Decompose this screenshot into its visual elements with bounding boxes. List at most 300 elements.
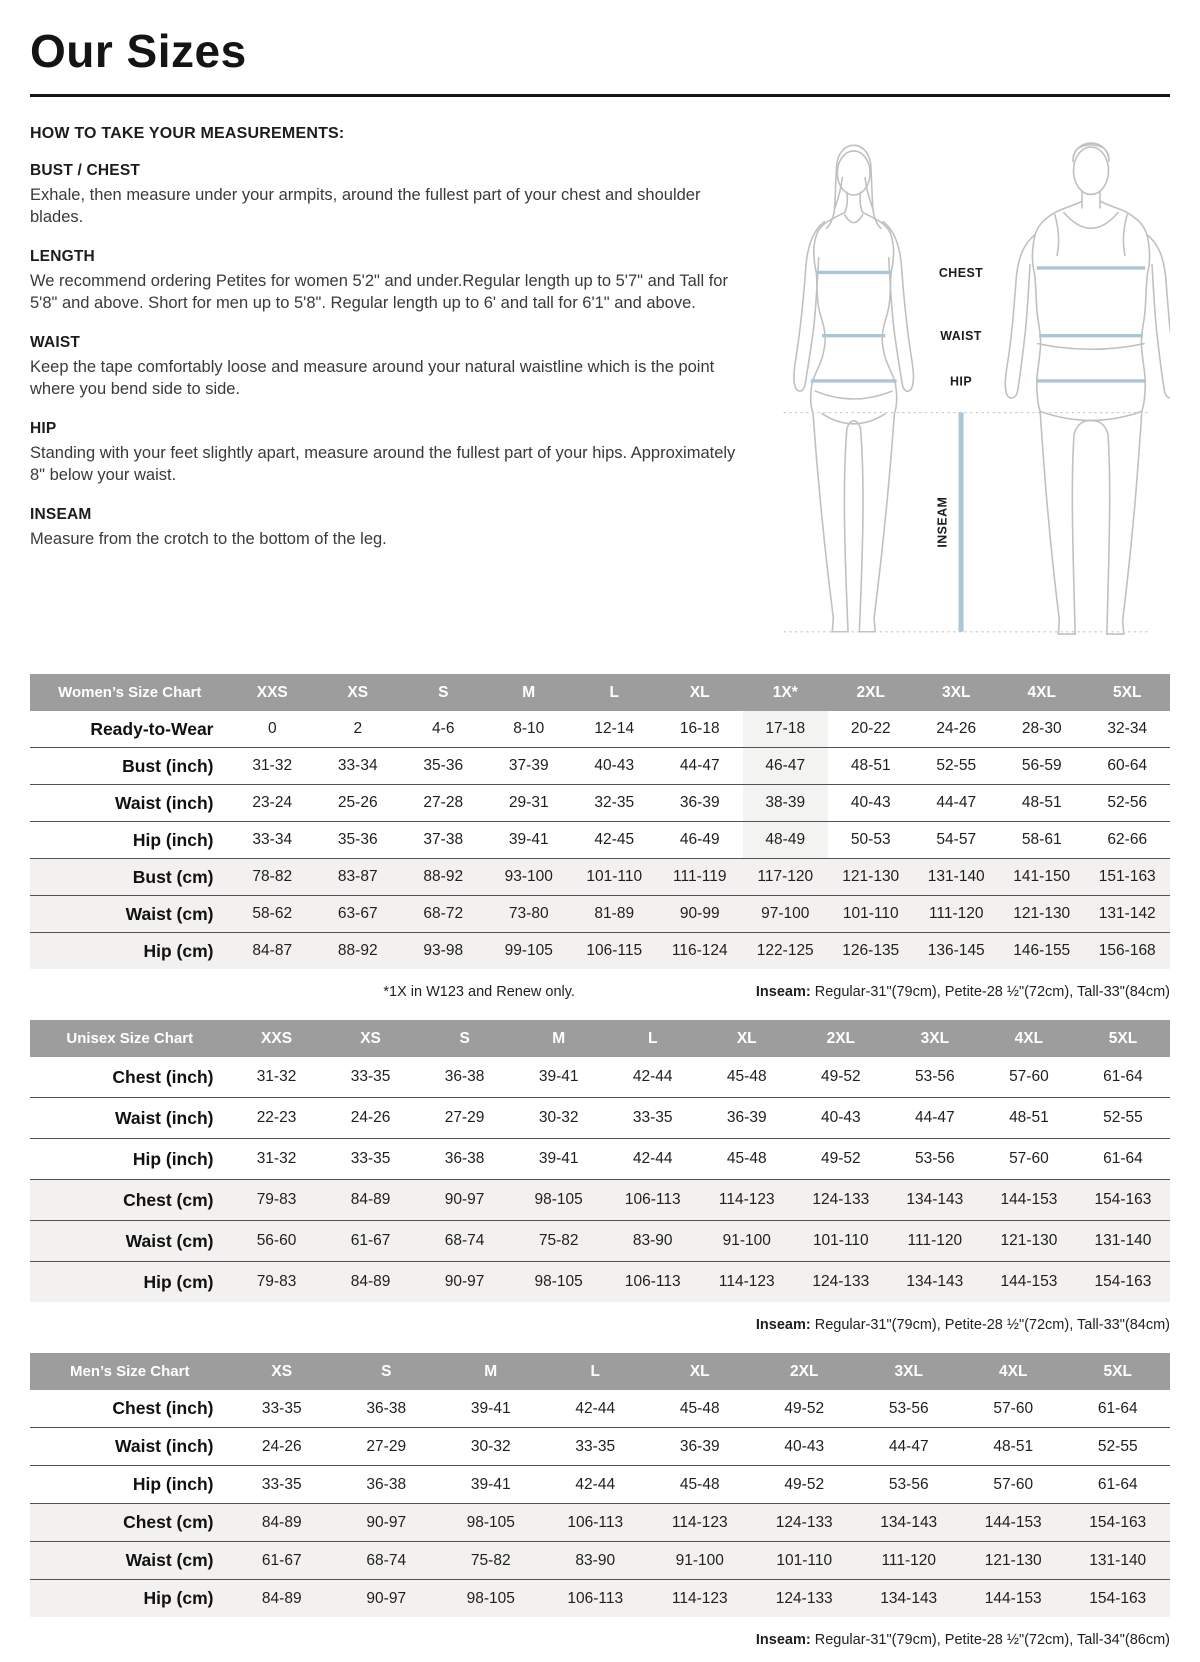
size-cell: 61-67 — [230, 1542, 335, 1580]
size-cell: 57-60 — [993, 1475, 1034, 1493]
size-column-header: 2XL — [828, 674, 914, 711]
size-cell: 83-87 — [315, 859, 401, 896]
size-cell: 33-34 — [337, 757, 378, 775]
size-cell: 126-135 — [828, 933, 914, 970]
size-cell: 40-43 — [850, 794, 891, 812]
table-row — [30, 1221, 1170, 1262]
measurements-heading: HOW TO TAKE YOUR MEASUREMENTS: — [30, 125, 345, 142]
size-cell: 111-120 — [857, 1542, 962, 1580]
size-cell: 2 — [353, 720, 363, 738]
size-column-header: XS — [324, 1020, 418, 1057]
size-cell: 83-90 — [606, 1221, 700, 1262]
size-cell: 144-153 — [982, 1262, 1076, 1303]
size-cell: 131-140 — [1076, 1221, 1170, 1262]
size-cell: 57-60 — [1009, 1150, 1049, 1168]
size-cell: 48-49 — [743, 822, 829, 859]
size-column-header: M — [486, 674, 572, 711]
size-cell: 39-41 — [508, 831, 549, 849]
size-cell: 91-100 — [700, 1221, 794, 1262]
size-cell: 33-34 — [252, 831, 293, 849]
size-cell: 84-89 — [324, 1262, 418, 1303]
table-title: Women’s Size Chart — [30, 674, 230, 711]
size-cell: 22-23 — [256, 1109, 297, 1127]
size-cell: 116-124 — [657, 933, 743, 970]
size-column-header: XL — [700, 1020, 794, 1057]
size-cell: 42-45 — [594, 831, 635, 849]
page-title: Our Sizes — [30, 25, 247, 77]
size-cell: 106-113 — [543, 1504, 648, 1542]
size-cell: 122-125 — [743, 933, 829, 970]
size-column-header: 5XL — [1085, 674, 1171, 711]
size-cell: 61-64 — [1097, 1399, 1138, 1417]
row-label: Chest (inch) — [112, 1066, 214, 1087]
size-cell: 146-155 — [999, 933, 1085, 970]
size-cell: 121-130 — [982, 1221, 1076, 1262]
size-cell: 25-26 — [337, 794, 378, 812]
womens-inseam-note — [756, 984, 1170, 1000]
size-cell: 36-38 — [444, 1068, 485, 1086]
size-cell: 24-26 — [261, 1437, 302, 1455]
size-cell: 33-35 — [575, 1437, 616, 1455]
table-row — [30, 785, 1170, 822]
size-cell: 111-120 — [914, 896, 1000, 933]
size-cell: 90-97 — [334, 1580, 439, 1618]
size-cell: 49-52 — [820, 1150, 861, 1168]
size-cell: 39-41 — [470, 1399, 511, 1417]
row-label: Chest (cm) — [30, 1504, 230, 1542]
size-column-header: 5XL — [1076, 1020, 1170, 1057]
size-cell: 30-32 — [538, 1109, 579, 1127]
size-column-header: L — [543, 1353, 648, 1390]
size-cell: 44-47 — [679, 757, 720, 775]
size-cell: 20-22 — [850, 720, 891, 738]
size-cell: 60-64 — [1107, 757, 1148, 775]
size-cell: 141-150 — [999, 859, 1085, 896]
size-cell: 97-100 — [743, 896, 829, 933]
size-cell: 114-123 — [700, 1262, 794, 1303]
size-column-header: XXS — [230, 674, 316, 711]
inseam-note-text: Regular-31"(79cm), Petite-28 ½"(72cm), Tall-34"(86cm) — [810, 1632, 1170, 1649]
size-column-header: 3XL — [888, 1020, 982, 1057]
size-cell: 39-41 — [538, 1068, 579, 1086]
size-cell: 0 — [267, 720, 277, 738]
size-cell: 144-153 — [961, 1580, 1066, 1618]
section-title: INSEAM — [30, 505, 92, 523]
size-column-header: 5XL — [1066, 1353, 1171, 1390]
size-cell: 31-32 — [256, 1068, 297, 1086]
size-cell: 84-89 — [324, 1180, 418, 1221]
inseam-note-label: Inseam: — [755, 984, 811, 1001]
size-cell: 16-18 — [679, 720, 720, 738]
size-cell: 33-35 — [261, 1475, 302, 1493]
table-row — [30, 1057, 1170, 1098]
size-cell: 45-48 — [679, 1475, 720, 1493]
size-cell: 40-43 — [820, 1109, 861, 1127]
size-cell: 154-163 — [1066, 1580, 1171, 1618]
size-cell: 33-35 — [350, 1150, 391, 1168]
size-cell: 35-36 — [423, 757, 464, 775]
row-label: Hip (inch) — [132, 1474, 214, 1495]
table-row — [30, 1139, 1170, 1180]
row-label: Waist (inch) — [114, 1107, 214, 1128]
measurement-diagram — [742, 121, 1170, 652]
size-cell: 42-44 — [575, 1475, 616, 1493]
size-cell: 156-168 — [1085, 933, 1171, 970]
size-cell: 57-60 — [1009, 1068, 1049, 1086]
row-label: Hip (inch) — [132, 1148, 214, 1169]
size-cell: 144-153 — [982, 1180, 1076, 1221]
size-cell: 45-48 — [679, 1399, 720, 1417]
table-header-row — [30, 1020, 1170, 1057]
size-cell: 45-48 — [726, 1068, 767, 1086]
size-cell: 124-133 — [794, 1262, 888, 1303]
table-row — [30, 859, 1170, 896]
size-cell: 101-110 — [794, 1221, 888, 1262]
size-cell: 84-87 — [230, 933, 316, 970]
size-cell: 131-140 — [1066, 1542, 1171, 1580]
row-label: Chest (cm) — [30, 1180, 230, 1221]
size-cell: 154-163 — [1076, 1180, 1170, 1221]
waist-label: WAIST — [940, 329, 982, 344]
size-cell: 53-56 — [888, 1475, 929, 1493]
row-label: Bust (inch) — [122, 755, 214, 776]
table-row — [30, 896, 1170, 933]
size-cell: 88-92 — [401, 859, 487, 896]
size-cell: 58-61 — [1021, 831, 1062, 849]
size-cell: 23-24 — [252, 794, 293, 812]
size-cell: 83-90 — [543, 1542, 648, 1580]
inseam-note-text: Regular-31"(79cm), Petite-28 ½"(72cm), Tall-33"(84cm) — [810, 1317, 1170, 1334]
size-cell: 17-18 — [743, 711, 829, 748]
size-cell: 56-59 — [1021, 757, 1062, 775]
section-body: Standing with your feet slightly apart, measure around the fullest part of your hips. Approximately 8" below your waist. — [30, 443, 736, 484]
row-label: Hip (cm) — [30, 933, 230, 970]
table-title: Unisex Size Chart — [30, 1020, 230, 1057]
size-cell: 44-47 — [888, 1437, 929, 1455]
table-row — [30, 1262, 1170, 1303]
size-cell: 134-143 — [857, 1580, 962, 1618]
size-column-header: 2XL — [752, 1353, 857, 1390]
size-cell: 33-35 — [632, 1109, 673, 1127]
size-cell: 131-140 — [914, 859, 1000, 896]
size-cell: 48-51 — [993, 1437, 1034, 1455]
size-cell: 28-30 — [1021, 720, 1062, 738]
size-cell: 154-163 — [1076, 1262, 1170, 1303]
man-figure — [1005, 143, 1170, 634]
size-cell: 53-56 — [915, 1068, 955, 1086]
size-column-header: S — [401, 674, 487, 711]
size-column-header: 4XL — [999, 674, 1085, 711]
size-cell: 114-123 — [700, 1180, 794, 1221]
size-cell: 68-74 — [334, 1542, 439, 1580]
size-cell: 49-52 — [784, 1399, 825, 1417]
title-divider — [30, 94, 1170, 97]
size-cell: 48-51 — [1009, 1109, 1049, 1127]
size-cell: 49-52 — [784, 1475, 825, 1493]
size-cell: 111-120 — [888, 1221, 982, 1262]
size-cell: 36-38 — [444, 1150, 485, 1168]
size-column-header: 4XL — [982, 1020, 1076, 1057]
size-cell: 78-82 — [230, 859, 316, 896]
size-column-header: L — [572, 674, 658, 711]
size-cell: 39-41 — [470, 1475, 511, 1493]
size-cell: 52-55 — [936, 757, 977, 775]
table-row — [30, 1390, 1170, 1428]
size-cell: 124-133 — [752, 1504, 857, 1542]
section-body: We recommend ordering Petites for women 5'2" and under.Regular length up to 5'7" and Tall for 5'8" and above. Short for men up to 5'8". Regular length up to 6' and tall for 6'1" and above. — [30, 271, 728, 312]
size-cell: 53-56 — [888, 1399, 929, 1417]
size-cell: 124-133 — [752, 1580, 857, 1618]
row-label: Waist (cm) — [30, 896, 230, 933]
size-cell: 36-39 — [726, 1109, 767, 1127]
size-cell: 61-64 — [1103, 1150, 1143, 1168]
size-cell: 37-39 — [508, 757, 549, 775]
row-label: Waist (inch) — [114, 1436, 214, 1457]
size-cell: 131-142 — [1085, 896, 1171, 933]
section-title: BUST / CHEST — [30, 162, 141, 179]
unisex-inseam-note — [756, 1317, 1170, 1333]
section-title: WAIST — [30, 333, 81, 351]
size-cell: 27-28 — [423, 794, 464, 812]
size-cell: 42-44 — [632, 1150, 673, 1168]
1x-footnote: *1X in W123 and Renew only. — [383, 984, 575, 1001]
table-row — [30, 933, 1170, 970]
size-cell: 134-143 — [857, 1504, 962, 1542]
size-cell: 93-100 — [486, 859, 572, 896]
size-cell: 84-89 — [230, 1504, 335, 1542]
table-row — [30, 1580, 1170, 1618]
size-cell: 114-123 — [648, 1580, 753, 1618]
size-cell: 136-145 — [914, 933, 1000, 970]
size-cell: 61-64 — [1103, 1068, 1143, 1086]
instruction-section — [30, 506, 742, 551]
size-cell: 31-32 — [252, 757, 293, 775]
hip-label: HIP — [949, 374, 972, 389]
size-cell: 31-32 — [256, 1150, 297, 1168]
instruction-section — [30, 420, 742, 487]
size-cell: 134-143 — [888, 1262, 982, 1303]
size-cell: 106-113 — [606, 1262, 700, 1303]
row-label: Hip (cm) — [30, 1580, 230, 1618]
size-cell: 29-31 — [508, 794, 549, 812]
size-cell: 44-47 — [915, 1109, 955, 1127]
size-cell: 68-74 — [418, 1221, 512, 1262]
size-cell: 111-119 — [657, 859, 743, 896]
row-label: Hip (inch) — [132, 829, 214, 850]
size-column-header: S — [418, 1020, 512, 1057]
size-cell: 42-44 — [575, 1399, 616, 1417]
size-cell: 54-57 — [936, 831, 977, 849]
size-cell: 4-6 — [432, 720, 455, 738]
section-body: Keep the tape comfortably loose and measure around your natural waistline which is the point where you bend side to side. — [30, 357, 715, 398]
size-cell: 40-43 — [784, 1437, 825, 1455]
size-cell: 36-38 — [366, 1475, 407, 1493]
size-column-header: M — [512, 1020, 606, 1057]
size-column-header: 3XL — [857, 1353, 962, 1390]
size-cell: 101-110 — [752, 1542, 857, 1580]
table-header-row — [30, 674, 1170, 711]
size-cell: 30-32 — [470, 1437, 511, 1455]
size-cell: 121-130 — [828, 859, 914, 896]
instruction-section — [30, 162, 742, 229]
row-label: Waist (cm) — [30, 1221, 230, 1262]
row-label: Bust (cm) — [30, 859, 230, 896]
size-cell: 32-34 — [1107, 720, 1148, 738]
row-label: Waist (inch) — [114, 792, 214, 813]
table-row — [30, 822, 1170, 859]
womens-size-chart-table — [30, 674, 1170, 969]
size-cell: 36-38 — [366, 1399, 407, 1417]
size-cell: 106-115 — [572, 933, 658, 970]
size-cell: 42-44 — [632, 1068, 673, 1086]
size-cell: 101-110 — [828, 896, 914, 933]
size-cell: 144-153 — [961, 1504, 1066, 1542]
size-cell: 151-163 — [1085, 859, 1171, 896]
size-cell: 99-105 — [486, 933, 572, 970]
instruction-section — [30, 248, 742, 315]
size-cell: 75-82 — [512, 1221, 606, 1262]
size-column-header: XS — [230, 1353, 335, 1390]
size-column-header: S — [334, 1353, 439, 1390]
mens-table-footnotes — [30, 1632, 1170, 1648]
size-cell: 45-48 — [726, 1150, 767, 1168]
size-cell: 33-35 — [261, 1399, 302, 1417]
size-column-header: M — [439, 1353, 544, 1390]
section-title: HIP — [30, 419, 57, 437]
size-cell: 56-60 — [230, 1221, 324, 1262]
size-cell: 98-105 — [439, 1580, 544, 1618]
size-cell: 90-97 — [418, 1262, 512, 1303]
chest-label: CHEST — [938, 265, 984, 280]
table-row — [30, 1504, 1170, 1542]
instruction-section — [30, 334, 742, 401]
size-cell: 73-80 — [486, 896, 572, 933]
size-cell: 84-89 — [230, 1580, 335, 1618]
row-label: Waist (cm) — [30, 1542, 230, 1580]
size-column-header: 3XL — [914, 674, 1000, 711]
size-cell: 90-99 — [657, 896, 743, 933]
size-cell: 117-120 — [743, 859, 829, 896]
size-cell: 121-130 — [999, 896, 1085, 933]
row-label: Hip (cm) — [30, 1262, 230, 1303]
size-column-header: L — [606, 1020, 700, 1057]
size-cell: 75-82 — [439, 1542, 544, 1580]
size-cell: 154-163 — [1066, 1504, 1171, 1542]
size-cell: 44-47 — [936, 794, 977, 812]
size-cell: 46-49 — [679, 831, 720, 849]
size-cell: 61-64 — [1097, 1475, 1138, 1493]
size-cell: 52-56 — [1107, 794, 1148, 812]
size-cell: 27-29 — [366, 1437, 407, 1455]
section-body: Measure from the crotch to the bottom of the leg. — [30, 529, 387, 548]
womens-table-footnotes — [30, 984, 1170, 1000]
size-cell: 106-113 — [543, 1580, 648, 1618]
table-row — [30, 1542, 1170, 1580]
size-cell: 106-113 — [606, 1180, 700, 1221]
size-cell: 40-43 — [594, 757, 635, 775]
size-column-header: 1X* — [743, 674, 829, 711]
size-cell: 98-105 — [439, 1504, 544, 1542]
inseam-note-label: Inseam: — [755, 1632, 811, 1649]
mens-inseam-note — [756, 1632, 1170, 1648]
size-cell: 35-36 — [337, 831, 378, 849]
size-cell: 79-83 — [230, 1180, 324, 1221]
table-row — [30, 711, 1170, 748]
size-cell: 121-130 — [961, 1542, 1066, 1580]
size-column-header: XXS — [230, 1020, 324, 1057]
size-cell: 50-53 — [850, 831, 891, 849]
inseam-note-text: Regular-31"(79cm), Petite-28 ½"(72cm), Tall-33"(84cm) — [810, 984, 1170, 1001]
row-label: Chest (inch) — [112, 1398, 214, 1419]
size-cell: 58-62 — [230, 896, 316, 933]
size-cell: 68-72 — [401, 896, 487, 933]
size-cell: 8-10 — [513, 720, 545, 738]
size-column-header: XL — [657, 674, 743, 711]
size-column-header: 2XL — [794, 1020, 888, 1057]
size-cell: 90-97 — [418, 1180, 512, 1221]
unisex-size-chart-table — [30, 1020, 1170, 1302]
top-section — [30, 121, 1170, 652]
table-row — [30, 1428, 1170, 1466]
table-row — [30, 1466, 1170, 1504]
size-cell: 49-52 — [820, 1068, 861, 1086]
size-cell: 63-67 — [315, 896, 401, 933]
size-cell: 124-133 — [794, 1180, 888, 1221]
size-cell: 81-89 — [572, 896, 658, 933]
size-cell: 37-38 — [423, 831, 464, 849]
size-cell: 88-92 — [315, 933, 401, 970]
size-cell: 38-39 — [743, 785, 829, 822]
measurement-instructions — [30, 121, 742, 652]
size-cell: 62-66 — [1107, 831, 1148, 849]
size-cell: 39-41 — [538, 1150, 579, 1168]
table-row — [30, 1180, 1170, 1221]
size-cell: 134-143 — [888, 1180, 982, 1221]
size-cell: 36-39 — [679, 1437, 720, 1455]
size-cell: 57-60 — [993, 1399, 1034, 1417]
size-cell: 46-47 — [743, 748, 829, 785]
size-cell: 24-26 — [936, 720, 977, 738]
section-body: Exhale, then measure under your armpits, around the fullest part of your chest and shoulder blades. — [30, 186, 701, 226]
row-label: Ready-to-Wear — [90, 718, 214, 739]
table-title: Men’s Size Chart — [30, 1353, 230, 1390]
woman-figure — [794, 145, 914, 631]
size-cell: 114-123 — [648, 1504, 753, 1542]
size-cell: 12-14 — [594, 720, 635, 738]
size-cell: 33-35 — [350, 1068, 391, 1086]
size-cell: 98-105 — [512, 1262, 606, 1303]
size-column-header: XS — [315, 674, 401, 711]
inseam-note-label: Inseam: — [755, 1317, 811, 1334]
size-cell: 93-98 — [401, 933, 487, 970]
size-cell: 52-55 — [1103, 1109, 1143, 1127]
size-cell: 32-35 — [594, 794, 635, 812]
table-row — [30, 748, 1170, 785]
table-row — [30, 1098, 1170, 1139]
size-cell: 61-67 — [324, 1221, 418, 1262]
unisex-table-footnotes — [30, 1317, 1170, 1333]
size-cell: 91-100 — [648, 1542, 753, 1580]
size-cell: 101-110 — [572, 859, 658, 896]
size-cell: 79-83 — [230, 1262, 324, 1303]
size-cell: 90-97 — [334, 1504, 439, 1542]
size-cell: 48-51 — [850, 757, 891, 775]
size-cell: 36-39 — [679, 794, 720, 812]
size-column-header: 4XL — [961, 1353, 1066, 1390]
size-cell: 24-26 — [350, 1109, 391, 1127]
instruction-sections — [30, 162, 742, 550]
body-measurement-illustration — [752, 121, 1170, 652]
